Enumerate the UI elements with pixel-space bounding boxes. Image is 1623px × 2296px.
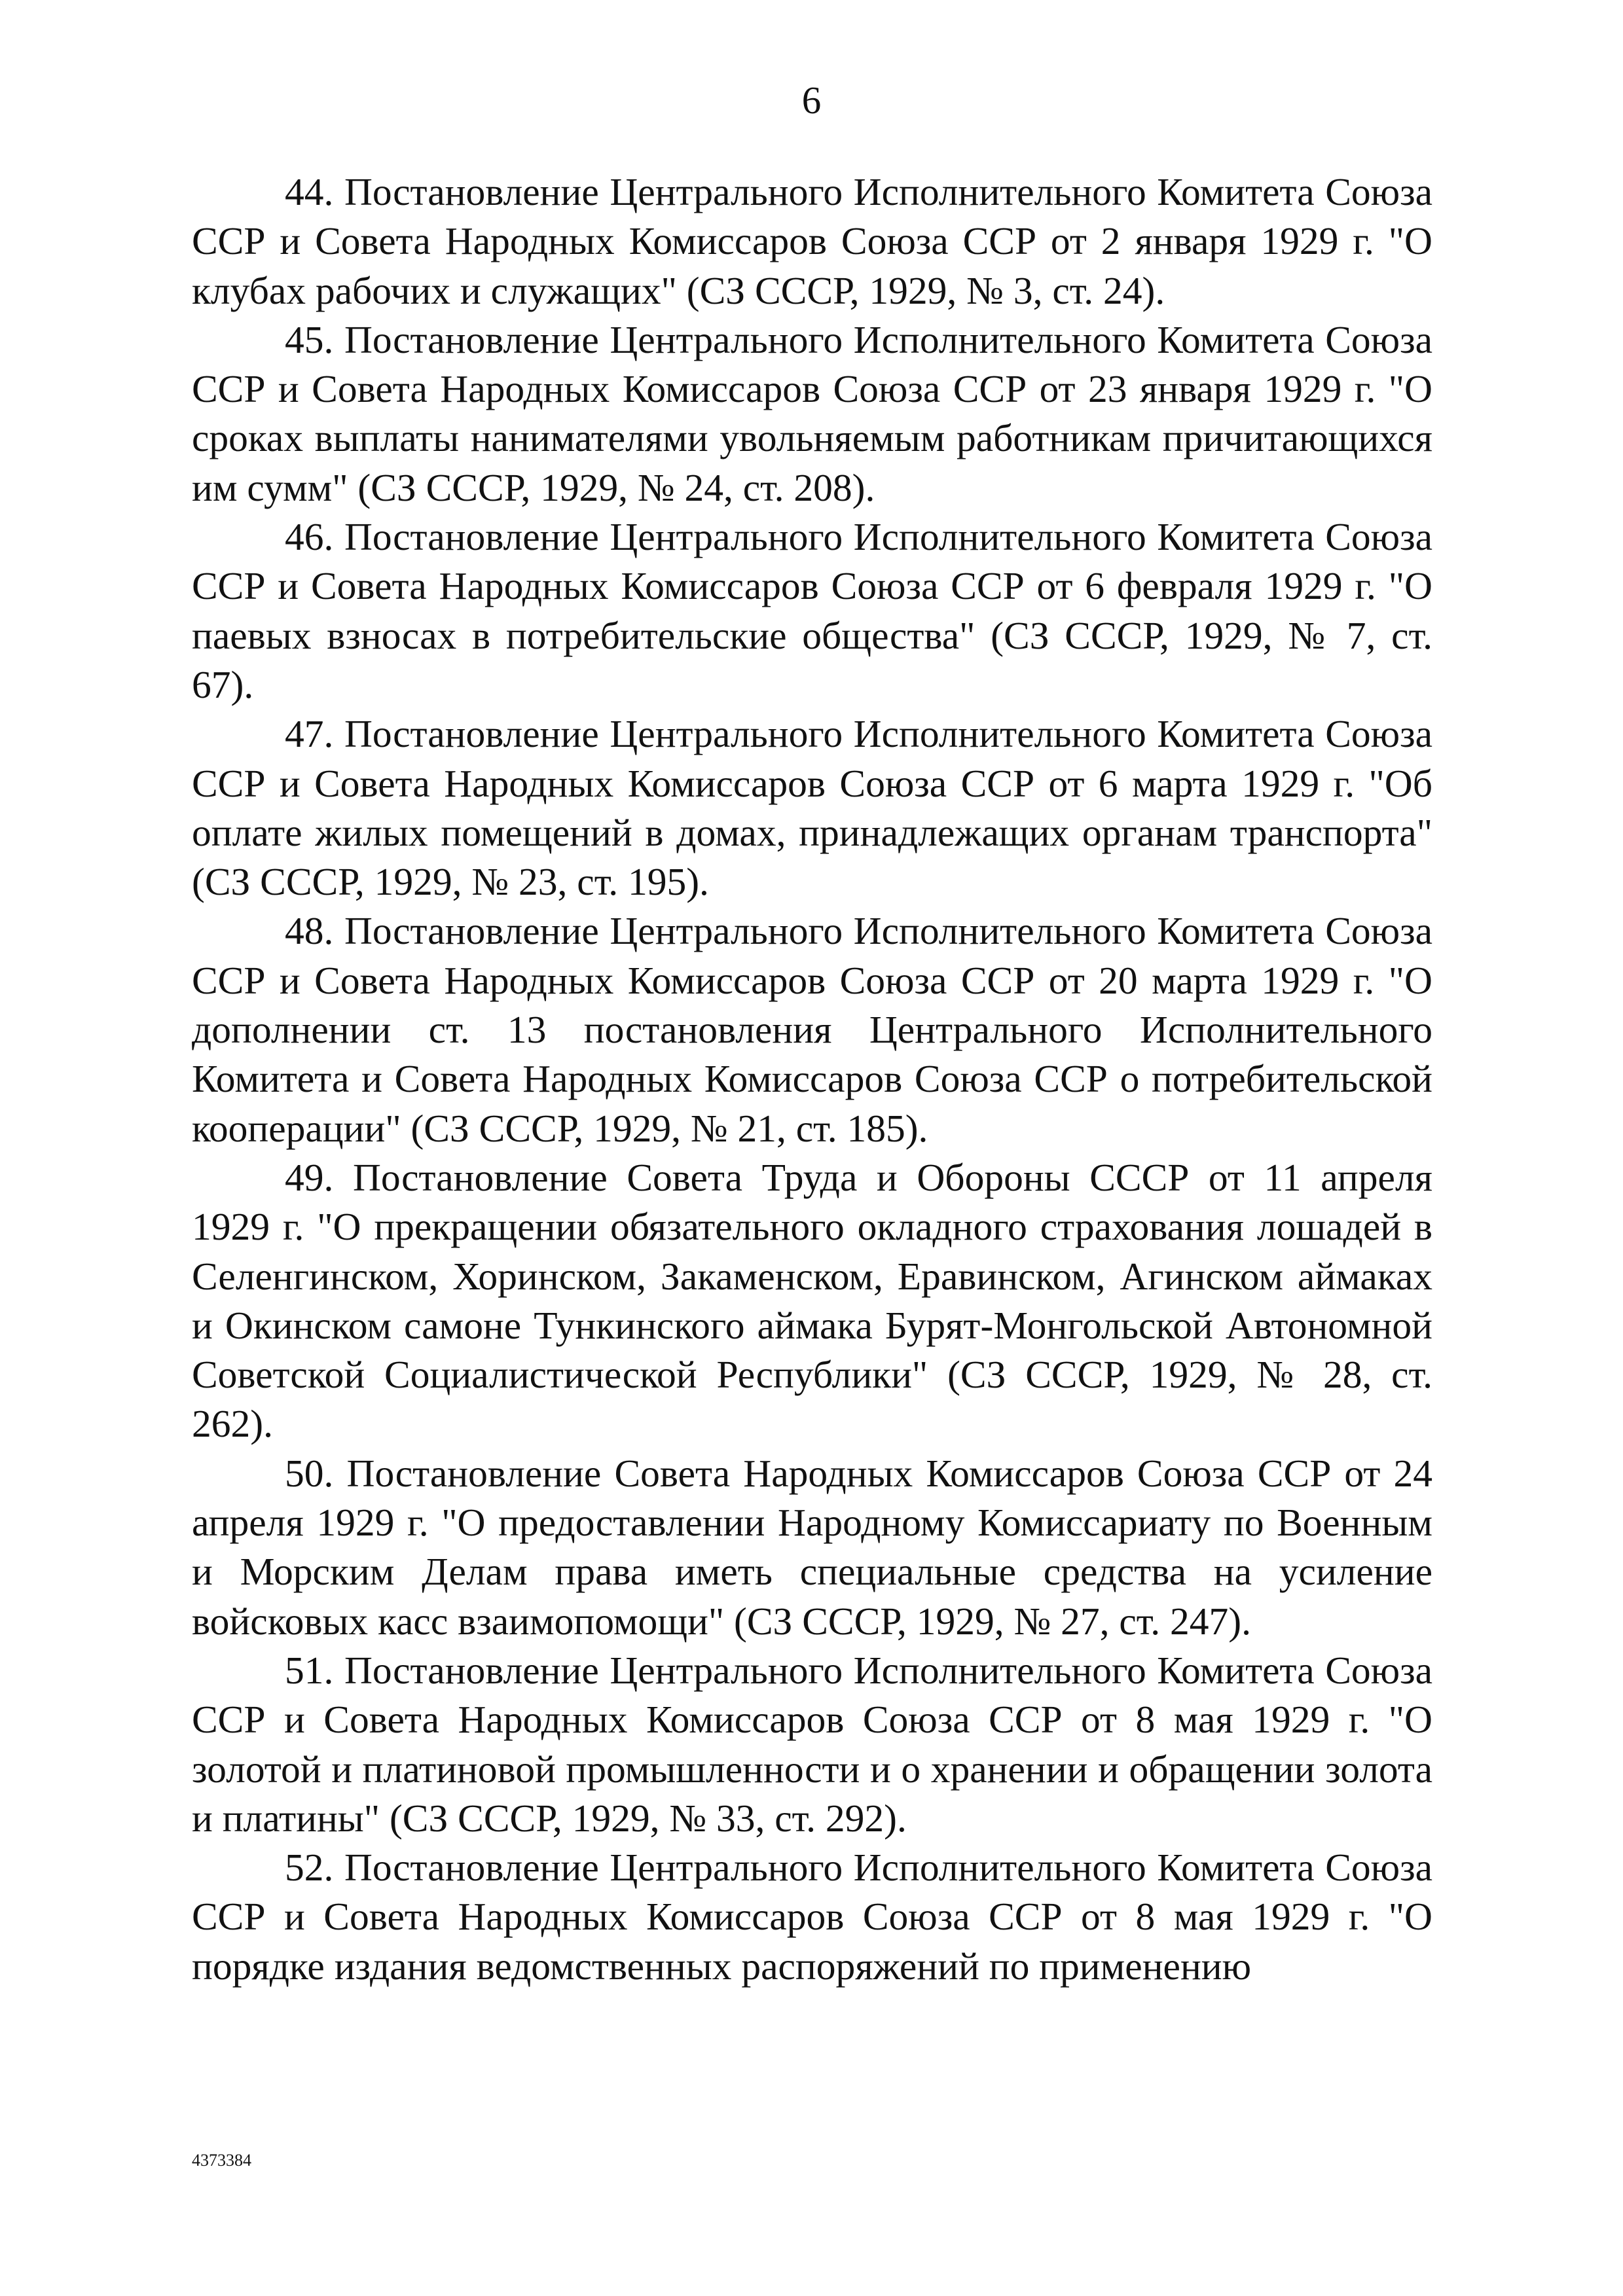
list-item: 51. Постановление Центрального Исполнительного Комитета Союза ССР и Совета Народных Комиссаров Союза ССР от 8 мая 1929 г. "О золотой и платиновой промышленности и о хранении и обращении золота и платины" (СЗ СССР, 1929, № 33, ст. 292).	[192, 1648, 1432, 1840]
list-item: 47. Постановление Центрального Исполнительного Комитета Союза ССР и Совета Народных Комиссаров Союза ССР от 6 марта 1929 г. "Об оплате жилых помещений в домах, принадлежащих органам транспорта" (СЗ СССР, 1929, № 23, ст. 195).	[192, 712, 1432, 904]
list-item: 52. Постановление Центрального Исполнительного Комитета Союза ССР и Совета Народных Комиссаров Союза ССР от 8 мая 1929 г. "О порядке издания ведомственных распоряжений по применению	[192, 1846, 1432, 1988]
list-item: 44. Постановление Центрального Исполнительного Комитета Союза ССР и Совета Народных Комиссаров Союза ССР от 2 января 1929 г. "О клубах рабочих и служащих" (СЗ СССР, 1929, № 3, ст. 24).	[192, 170, 1432, 312]
list-item: 46. Постановление Центрального Исполнительного Комитета Союза ССР и Совета Народных Комиссаров Союза ССР от 6 февраля 1929 г. "О паевых взносах в потребительские общества" (СЗ СССР, 1929, № 7, ст. 67).	[192, 515, 1432, 706]
document-id: 4373384	[192, 2151, 251, 2170]
body-text	[192, 168, 1432, 1991]
page-number: 6	[801, 79, 822, 122]
list-item: 45. Постановление Центрального Исполнительного Комитета Союза ССР и Совета Народных Комиссаров Союза ССР от 23 января 1929 г. "О сроках выплаты нанимателями увольняемым работникам причитающихся им сумм" (СЗ СССР, 1929, № 24, ст. 208).	[192, 317, 1432, 509]
list-item: 49. Постановление Совета Труда и Обороны СССР от 11 апреля 1929 г. "О прекращении обязательного окладного страхования лошадей в Селенгинском, Хоринском, Закаменском, Еравинском, Агинском аймаках и Окинском самоне Тункинского аймака Бурят-Монгольской Автономной Советской Социалистической Республики" (СЗ СССР, 1929, № 28, ст. 262).	[192, 1155, 1432, 1446]
list-item: 48. Постановление Центрального Исполнительного Комитета Союза ССР и Совета Народных Комиссаров Союза ССР от 20 марта 1929 г. "О дополнении ст. 13 постановления Центрального Исполнительного Комитета и Совета Народных Комиссаров Союза ССР о потребительской кооперации" (СЗ СССР, 1929, № 21, ст. 185).	[192, 909, 1432, 1150]
list-item: 50. Постановление Совета Народных Комиссаров Союза ССР от 24 апреля 1929 г. "О предоставлении Народному Комиссариату по Военным и Морским Делам права иметь специальные средства на усиление войсковых касс взаимопомощи" (СЗ СССР, 1929, № 27, ст. 247).	[192, 1451, 1432, 1643]
